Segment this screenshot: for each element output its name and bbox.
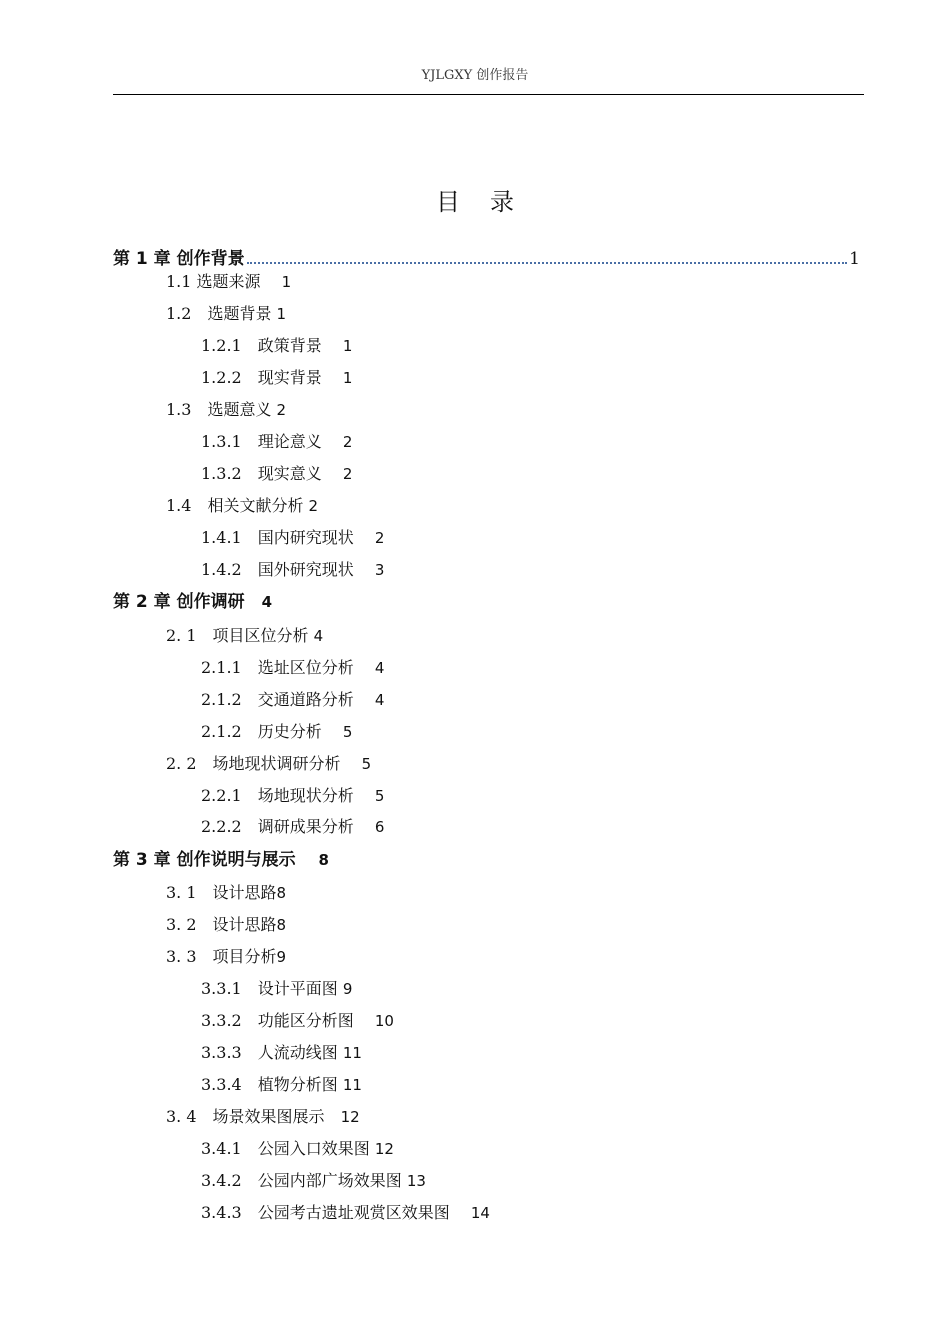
toc-entry[interactable] <box>201 560 384 580</box>
toc-gap <box>245 592 262 612</box>
toc-page-number: 8 <box>276 916 287 934</box>
toc-entry[interactable] <box>201 336 352 356</box>
toc-page-number: 1 <box>849 249 860 269</box>
toc-gap <box>322 368 343 387</box>
toc-page-number: 11 <box>342 1076 362 1094</box>
toc-entry-label: 第 3 章 创作说明与展示 <box>113 850 296 870</box>
toc-entry[interactable] <box>166 947 286 967</box>
toc-gap <box>322 432 343 451</box>
toc-chapter-3[interactable] <box>113 850 329 870</box>
toc-entry[interactable] <box>201 722 352 742</box>
toc-page-number: 4 <box>374 659 385 677</box>
toc-entry[interactable] <box>166 304 286 324</box>
toc-entry-label: 2.2.1 场地现状分析 <box>201 786 354 805</box>
toc-entry[interactable] <box>166 272 291 292</box>
toc-entry[interactable] <box>166 915 286 935</box>
toc-page-number: 5 <box>374 787 385 805</box>
toc-page-number: 1 <box>276 305 287 323</box>
toc-page-number: 1 <box>342 369 353 387</box>
toc-page-number: 8 <box>318 851 329 869</box>
toc-entry-label: 2. 2 场地现状调研分析 <box>166 754 341 773</box>
toc-page-number: 4 <box>261 593 273 611</box>
toc-entry-label: 2. 1 项目区位分析 <box>166 626 309 645</box>
toc-entry-label: 3. 3 项目分析 <box>166 947 277 966</box>
toc-gap <box>354 560 375 579</box>
toc-entry[interactable] <box>166 400 286 420</box>
toc-page-number: 12 <box>374 1140 394 1158</box>
toc-entry[interactable] <box>201 786 384 806</box>
toc-page-number: 1 <box>281 273 292 291</box>
toc-entry-label: 3.3.2 功能区分析图 <box>201 1011 354 1030</box>
toc-page-number: 2 <box>308 497 319 515</box>
toc-entry[interactable] <box>201 1139 394 1159</box>
toc-entry-label: 3.3.1 设计平面图 <box>201 979 338 998</box>
toc-page-number: 2 <box>276 401 287 419</box>
toc-entry-label: 1.3.2 现实意义 <box>201 464 322 483</box>
toc-entry-label: 1.4.1 国内研究现状 <box>201 528 354 547</box>
toc-entry-label: 1.3 选题意义 <box>166 400 272 419</box>
toc-entry[interactable] <box>201 1011 394 1031</box>
toc-entry-label: 1.4 相关文献分析 <box>166 496 304 515</box>
toc-gap <box>341 754 362 773</box>
toc-page-number: 3 <box>374 561 385 579</box>
toc-gap <box>354 1011 375 1030</box>
toc-page-number: 9 <box>276 948 287 966</box>
toc-page-number: 2 <box>342 465 353 483</box>
toc-gap <box>296 850 319 870</box>
header-divider <box>113 94 864 95</box>
toc-entry-label: 1.3.1 理论意义 <box>201 432 322 451</box>
toc-gap <box>354 658 375 677</box>
toc-entry-label: 2.2.2 调研成果分析 <box>201 817 354 836</box>
toc-entry-label: 3. 4 场景效果图展示 <box>166 1107 325 1126</box>
toc-entry-label: 2.1.2 交通道路分析 <box>201 690 354 709</box>
toc-entry-label: 第 2 章 创作调研 <box>113 592 245 612</box>
toc-entry-label: 3. 1 设计思路 <box>166 883 277 902</box>
toc-entry[interactable] <box>201 817 384 837</box>
toc-gap <box>354 690 375 709</box>
toc-entry[interactable] <box>201 368 352 388</box>
toc-page-number: 6 <box>374 818 385 836</box>
toc-entry-label: 3.3.3 人流动线图 <box>201 1043 338 1062</box>
toc-entry[interactable] <box>201 1043 362 1063</box>
toc-entry-label: 3.4.1 公园入口效果图 <box>201 1139 370 1158</box>
toc-page-number: 2 <box>342 433 353 451</box>
toc-entry-label: 3.3.4 植物分析图 <box>201 1075 338 1094</box>
toc-entry[interactable] <box>166 754 371 774</box>
toc-page-number: 2 <box>374 529 385 547</box>
toc-gap <box>322 464 343 483</box>
toc-gap <box>322 336 343 355</box>
toc-chapter-1[interactable] <box>113 247 860 269</box>
toc-entry[interactable] <box>201 1203 490 1223</box>
toc-page-number: 5 <box>361 755 372 773</box>
toc-entry-label: 3.4.2 公园内部广场效果图 <box>201 1171 402 1190</box>
toc-gap <box>325 1107 341 1126</box>
toc-page-number: 5 <box>342 723 353 741</box>
toc-gap <box>261 272 282 291</box>
toc-gap <box>322 722 343 741</box>
toc-page-number: 11 <box>342 1044 362 1062</box>
dot-leader <box>247 262 848 264</box>
toc-chapter-2[interactable] <box>113 592 272 612</box>
toc-entry[interactable] <box>166 1107 360 1127</box>
toc-entry-label: 1.2 选题背景 <box>166 304 272 323</box>
toc-page-number: 1 <box>342 337 353 355</box>
toc-entry[interactable] <box>201 979 352 999</box>
toc-page-number: 10 <box>374 1012 394 1030</box>
toc-page-number: 4 <box>374 691 385 709</box>
toc-entry[interactable] <box>201 432 352 452</box>
toc-entry-label: 1.1 选题来源 <box>166 272 261 291</box>
toc-entry[interactable] <box>201 1075 362 1095</box>
toc-entry[interactable] <box>166 496 318 516</box>
toc-entry-label: 3.4.3 公园考古遗址观赏区效果图 <box>201 1203 450 1222</box>
toc-entry[interactable] <box>201 528 384 548</box>
toc-entry-label: 1.4.2 国外研究现状 <box>201 560 354 579</box>
toc-page-number: 12 <box>340 1108 360 1126</box>
toc-entry-label: 1.2.1 政策背景 <box>201 336 322 355</box>
toc-entry[interactable] <box>201 658 384 678</box>
toc-entry-label: 第 1 章 创作背景 <box>113 249 245 269</box>
toc-entry[interactable] <box>166 883 286 903</box>
page-header: YJLGXY 创作报告 <box>421 68 529 83</box>
toc-entry-label: 2.1.2 历史分析 <box>201 722 322 741</box>
toc-entry-label: 2.1.1 选址区位分析 <box>201 658 354 677</box>
toc-entry[interactable] <box>201 690 384 710</box>
toc-entry[interactable] <box>166 626 323 646</box>
toc-gap <box>354 528 375 547</box>
toc-page-number: 4 <box>313 627 324 645</box>
toc-entry[interactable] <box>201 464 352 484</box>
toc-gap <box>354 786 375 805</box>
toc-gap <box>354 817 375 836</box>
toc-page-number: 9 <box>342 980 353 998</box>
toc-gap <box>450 1203 471 1222</box>
toc-title: 目录 <box>436 188 544 216</box>
toc-entry-label: 1.2.2 现实背景 <box>201 368 322 387</box>
toc-page-number: 8 <box>276 884 287 902</box>
toc-entry-label: 3. 2 设计思路 <box>166 915 277 934</box>
toc-page-number: 14 <box>470 1204 490 1222</box>
toc-page-number: 13 <box>406 1172 426 1190</box>
toc-entry[interactable] <box>201 1171 426 1191</box>
